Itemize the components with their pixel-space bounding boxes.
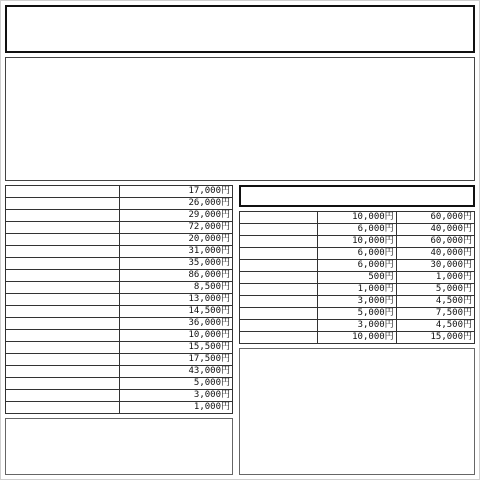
in-city-price-cell: 3,000円 <box>318 320 396 332</box>
table-row <box>6 198 233 210</box>
table-row <box>6 270 233 282</box>
out-city-price-cell: 7,500円 <box>396 308 474 320</box>
row-label <box>240 272 318 284</box>
row-label <box>6 246 120 258</box>
price-cell: 36,000円 <box>119 318 233 330</box>
in-city-price-cell: 10,000円 <box>318 332 396 344</box>
price-cell: 20,000円 <box>119 234 233 246</box>
table-row <box>240 308 475 320</box>
crematorium-banner <box>239 185 475 207</box>
row-label <box>6 342 120 354</box>
price-cell: 43,000円 <box>119 366 233 378</box>
right-notes <box>239 348 475 475</box>
table-row <box>6 390 233 402</box>
row-label <box>6 270 120 282</box>
price-cell: 3,000円 <box>119 390 233 402</box>
row-label <box>6 294 120 306</box>
row-label <box>6 402 120 414</box>
table-row <box>6 294 233 306</box>
price-cell: 72,000円 <box>119 222 233 234</box>
in-city-price-cell: 10,000円 <box>318 236 396 248</box>
row-label <box>6 282 120 294</box>
usage-fee-table <box>5 185 233 414</box>
tables-row <box>5 185 475 475</box>
out-city-price-cell: 15,000円 <box>396 332 474 344</box>
row-label <box>240 332 318 344</box>
table-row <box>6 354 233 366</box>
row-label <box>6 198 120 210</box>
row-label <box>6 234 120 246</box>
out-city-price-cell: 5,000円 <box>396 284 474 296</box>
price-cell: 35,000円 <box>119 258 233 270</box>
row-label <box>240 212 318 224</box>
right-column <box>239 185 475 475</box>
price-cell: 15,500円 <box>119 342 233 354</box>
out-city-price-cell: 60,000円 <box>396 236 474 248</box>
table-row <box>240 284 475 296</box>
price-cell: 8,500円 <box>119 282 233 294</box>
table-row <box>6 366 233 378</box>
row-label <box>240 236 318 248</box>
table-row <box>6 222 233 234</box>
out-city-price-cell: 30,000円 <box>396 260 474 272</box>
in-city-price-cell: 500円 <box>318 272 396 284</box>
table-row <box>240 236 475 248</box>
table-row <box>240 296 475 308</box>
table-row <box>6 402 233 414</box>
table-row <box>6 306 233 318</box>
out-city-price-cell: 40,000円 <box>396 224 474 236</box>
row-label <box>240 296 318 308</box>
price-cell: 5,000円 <box>119 378 233 390</box>
table-row <box>6 210 233 222</box>
price-cell: 29,000円 <box>119 210 233 222</box>
in-city-price-cell: 6,000円 <box>318 224 396 236</box>
row-label <box>6 210 120 222</box>
left-column <box>5 185 233 475</box>
table-row <box>240 260 475 272</box>
price-cell: 86,000円 <box>119 270 233 282</box>
row-label <box>6 378 120 390</box>
table-row <box>6 318 233 330</box>
table-row <box>240 320 475 332</box>
price-cell: 1,000円 <box>119 402 233 414</box>
table-row <box>240 212 475 224</box>
out-city-price-cell: 4,500円 <box>396 296 474 308</box>
row-label <box>240 308 318 320</box>
price-cell: 13,000円 <box>119 294 233 306</box>
table-row <box>6 282 233 294</box>
table-row <box>240 224 475 236</box>
row-label <box>6 186 120 198</box>
row-label <box>6 354 120 366</box>
table-row <box>6 234 233 246</box>
out-city-price-cell: 40,000円 <box>396 248 474 260</box>
row-label <box>6 258 120 270</box>
out-city-price-cell: 60,000円 <box>396 212 474 224</box>
crematorium-fee-table <box>239 211 475 344</box>
table-row <box>6 246 233 258</box>
row-label <box>6 330 120 342</box>
in-city-price-cell: 5,000円 <box>318 308 396 320</box>
masthead <box>5 5 475 53</box>
table-row <box>6 186 233 198</box>
row-label <box>240 260 318 272</box>
row-label <box>6 366 120 378</box>
price-cell: 10,000円 <box>119 330 233 342</box>
in-city-price-cell: 3,000円 <box>318 296 396 308</box>
table-row <box>6 258 233 270</box>
table-row <box>240 332 475 344</box>
headline-article <box>5 57 475 181</box>
row-label <box>240 224 318 236</box>
row-label <box>6 306 120 318</box>
row-label <box>6 222 120 234</box>
table-row <box>6 342 233 354</box>
left-notes <box>5 418 233 475</box>
price-cell: 17,500円 <box>119 354 233 366</box>
in-city-price-cell: 10,000円 <box>318 212 396 224</box>
price-cell: 31,000円 <box>119 246 233 258</box>
out-city-price-cell: 1,000円 <box>396 272 474 284</box>
table-row <box>6 330 233 342</box>
row-label <box>6 318 120 330</box>
table-row <box>240 248 475 260</box>
in-city-price-cell: 6,000円 <box>318 248 396 260</box>
out-city-price-cell: 4,500円 <box>396 320 474 332</box>
row-label <box>240 320 318 332</box>
row-label <box>240 284 318 296</box>
row-label <box>6 390 120 402</box>
in-city-price-cell: 6,000円 <box>318 260 396 272</box>
price-cell: 17,000円 <box>119 186 233 198</box>
price-cell: 14,500円 <box>119 306 233 318</box>
in-city-price-cell: 1,000円 <box>318 284 396 296</box>
table-row <box>240 272 475 284</box>
table-row <box>6 378 233 390</box>
price-cell: 26,000円 <box>119 198 233 210</box>
row-label <box>240 248 318 260</box>
